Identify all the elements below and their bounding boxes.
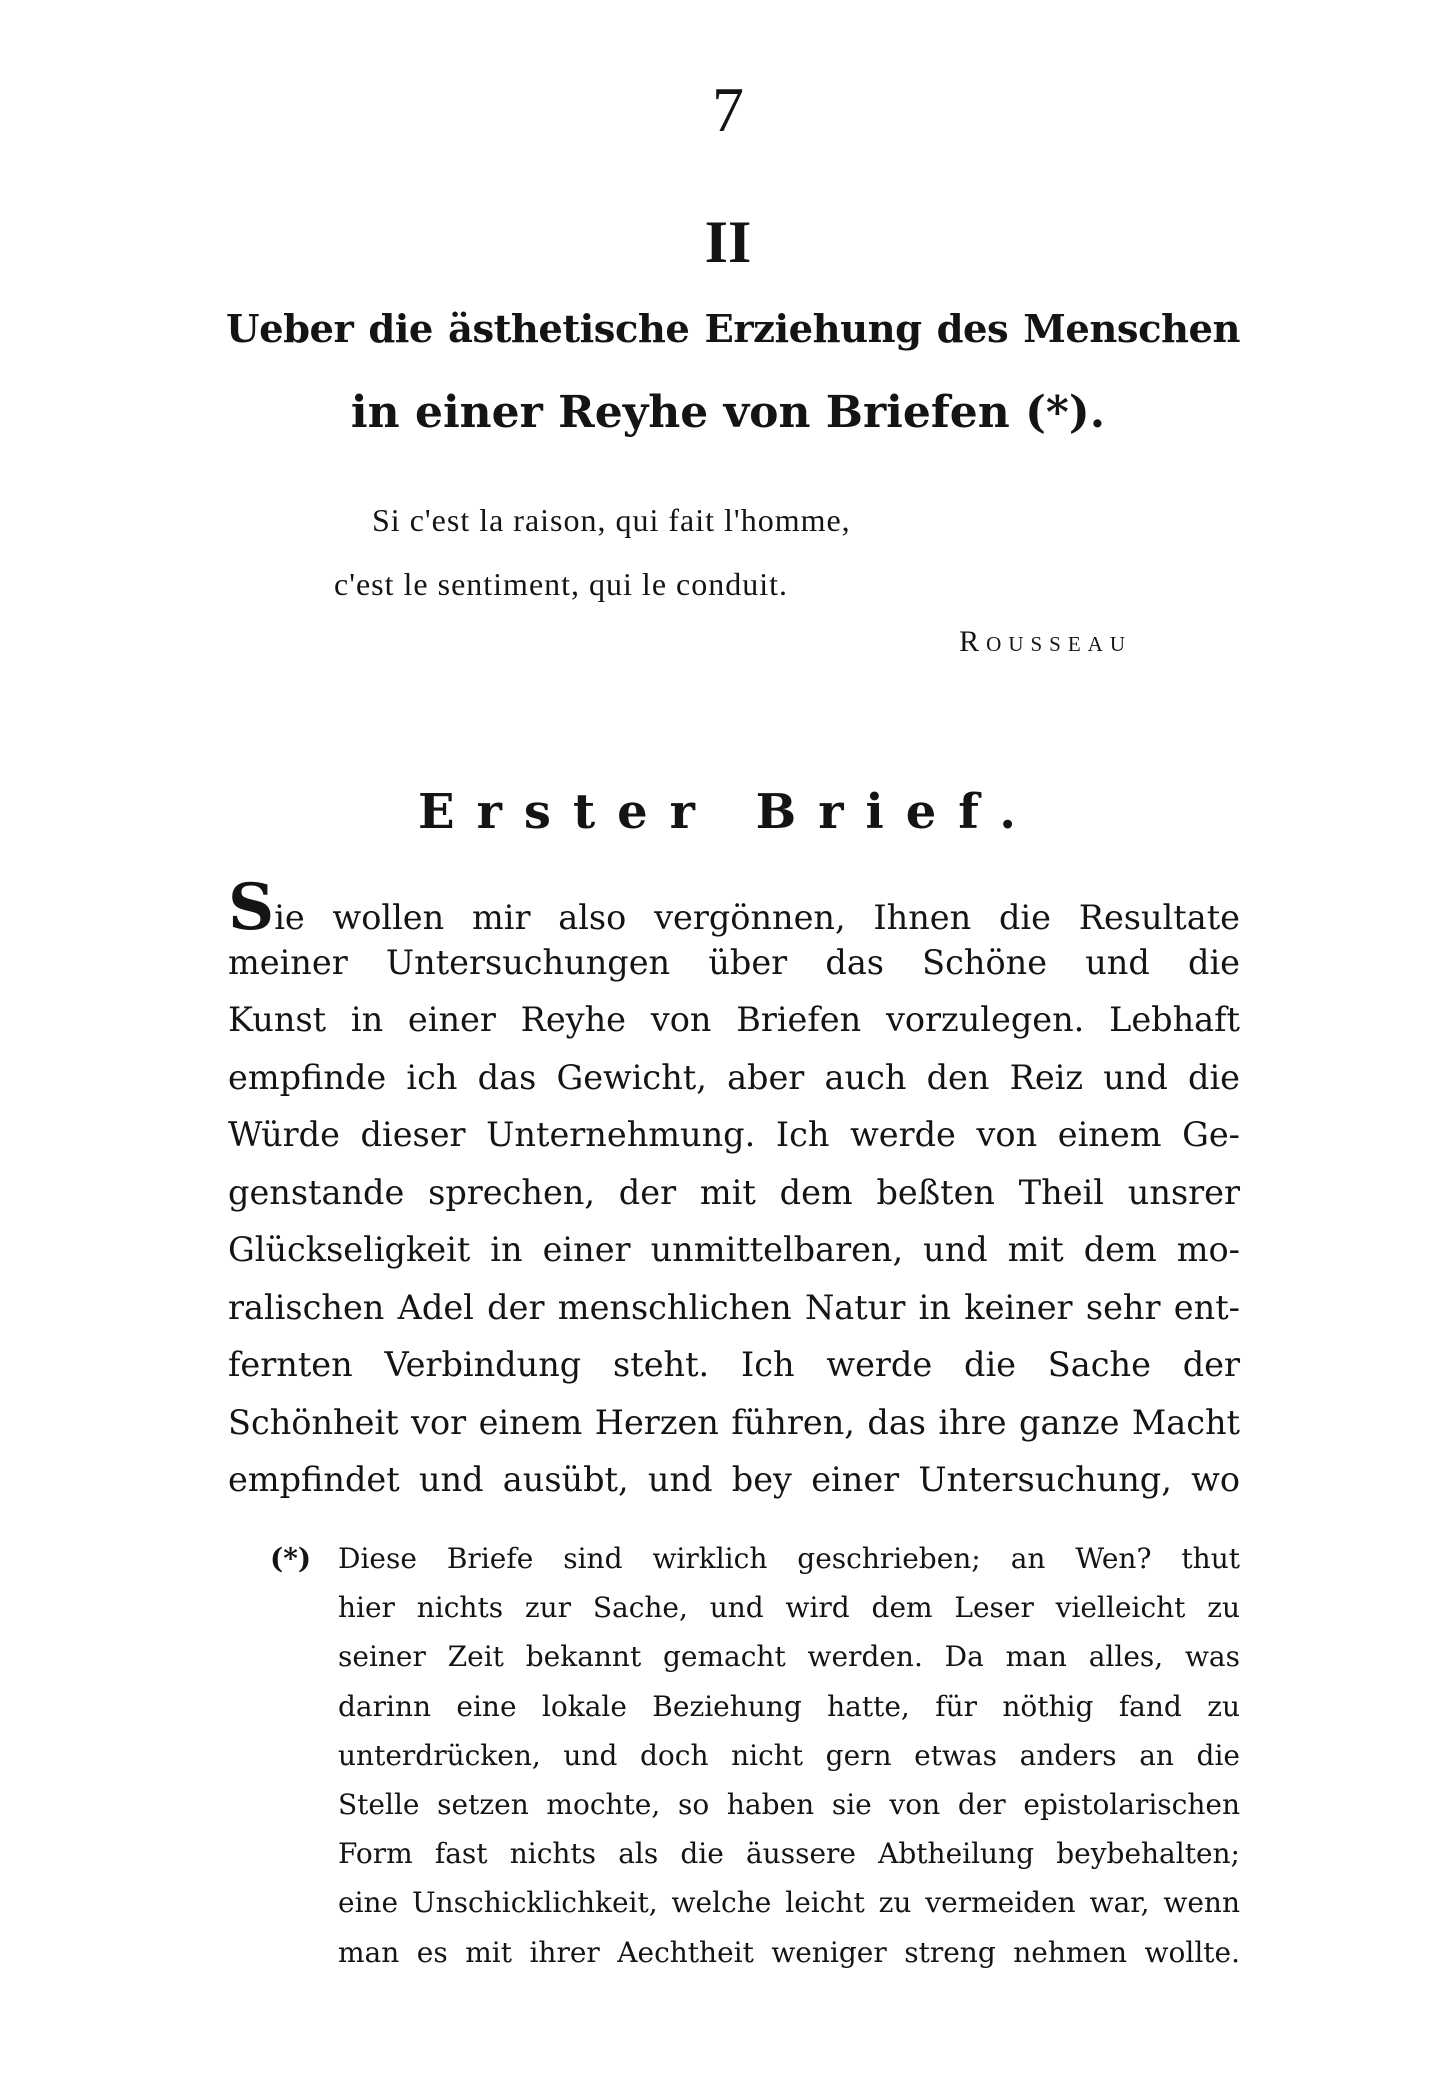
footnote-line: Diese Briefe sind wirklich geschrieben; an Wen? thut <box>338 1542 1240 1575</box>
body-line: empfinde ich das Gewicht, aber auch den Reiz und die <box>228 1057 1240 1097</box>
title-line-2: in einer Reyhe von Briefen (*). <box>350 387 1106 438</box>
body-line: genstande sprechen, der mit dem beßten Theil unsrer <box>228 1172 1240 1212</box>
footnote-line: seiner Zeit bekannt gemacht werden. Da man alles, was <box>338 1640 1240 1674</box>
footnote-line: Stelle setzen mochte, so haben sie von der epistolarischen <box>338 1787 1240 1821</box>
body-line: Würde dieser Unternehmung. Ich werde von einem Ge- <box>228 1115 1240 1154</box>
epigraph-line-1: Si c'est la raison, qui fait l'homme, <box>372 502 851 538</box>
body-text <box>228 870 1240 1509</box>
footnote-line: eine Unschicklichkeit, welche leicht zu vermeiden war, wenn <box>338 1886 1240 1920</box>
section-numeral: II <box>704 209 752 275</box>
body-line: Glückseligkeit in einer unmittelbaren, und mit dem mo- <box>228 1230 1240 1269</box>
body-line: Kunst in einer Reyhe von Briefen vorzulegen. Lebhaft <box>228 1000 1240 1039</box>
epigraph-line-2: c'est le sentiment, qui le conduit. <box>334 566 788 602</box>
footnote-text <box>338 1534 1240 1977</box>
body-line: ralischen Adel der menschlichen Natur in keiner sehr ent- <box>228 1287 1240 1327</box>
body-line: meiner Untersuchungen über das Schöne und die <box>228 942 1240 982</box>
footnote-line: Form fast nichts als die äussere Abtheilung beybehalten; <box>338 1837 1240 1871</box>
body-line: fernten Verbindung steht. Ich werde die Sache der <box>228 1345 1240 1384</box>
page-number: 7 <box>712 74 744 145</box>
title-line-1: Ueber die ästhetische Erziehung des Menschen <box>226 307 1240 352</box>
footnote-marker: (*) <box>270 1542 312 1575</box>
footnote-line: unterdrücken, und doch nicht gern etwas anders an die <box>338 1738 1240 1772</box>
footnote-line: hier nichts zur Sache, und wird dem Leser vielleicht zu <box>338 1591 1240 1625</box>
body-line: empfindet und ausübt, und bey einer Untersuchung, wo <box>228 1460 1240 1499</box>
epigraph-author: Rousseau <box>959 625 1132 658</box>
letter-heading: Erster Brief. <box>418 784 1038 840</box>
body-line: Sie wollen mir also vergönnen, Ihnen die Resultate <box>228 870 1240 945</box>
body-line: Schönheit vor einem Herzen führen, das ihre ganze Macht <box>228 1402 1240 1442</box>
footnote-line: darinn eine lokale Beziehung hatte, für nöthig fand zu <box>338 1689 1240 1723</box>
footnote-line: man es mit ihrer Aechtheit weniger streng nehmen wollte. <box>338 1935 1240 1969</box>
